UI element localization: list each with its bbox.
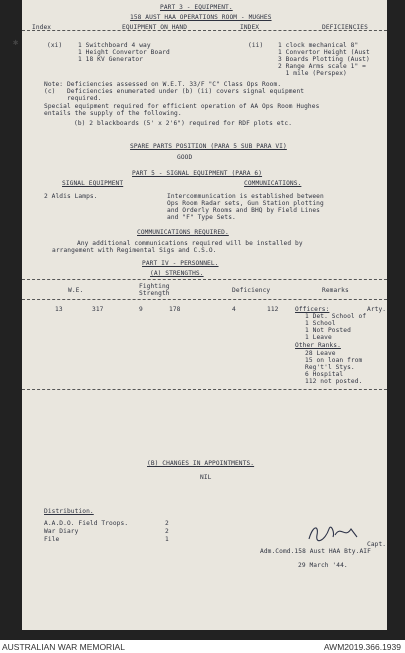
signature-rank: Capt. — [367, 541, 387, 548]
footer-accession: AWM2019.366.1939 — [323, 642, 401, 652]
col-index-2: INDEX — [240, 24, 260, 31]
distribution-name: War Diary — [44, 528, 79, 535]
deficiency-item: 1 clock mechanical 8" — [278, 42, 359, 49]
col-we: W.E. — [68, 287, 84, 294]
part4-title: PART IV - PERSONNEL. — [142, 260, 219, 267]
table-rule-bottom — [22, 389, 387, 390]
col-index: Index — [32, 24, 52, 31]
remarks-line: 1 Leave — [305, 334, 332, 341]
punch-hole-mark: ✱ — [13, 38, 19, 48]
comm-line: and Orderly Rooms and BHQ by Field Lines — [167, 207, 321, 214]
remarks-line: 1 Det. School of — [305, 313, 367, 320]
note-line: required. — [44, 95, 102, 102]
note-line: (b) 2 blackboards (5' x 2'6") required for RDF plots etc. — [74, 120, 293, 127]
spare-parts-title: SPARE PARTS POSITION (PARA 5 SUB PARA VI) — [130, 143, 287, 150]
header-rule — [22, 30, 387, 31]
deficiency-item: 1 Convertor Height (Aust — [278, 49, 370, 56]
signal-item: 2 Aldis Lamps. — [44, 193, 98, 200]
part5-title: PART 5 - SIGNAL EQUIPMENT (PARA 6) — [132, 170, 263, 177]
handwritten-signature — [305, 521, 365, 545]
table-cell: 4 — [232, 306, 236, 313]
note-line: entails the supply of the following. — [44, 110, 182, 117]
remarks-line: 1 Not Posted — [305, 327, 351, 334]
deficiency-item: 1 mile (Perspex) — [278, 70, 347, 77]
col-deficiency: Deficiency — [232, 287, 271, 294]
col-strength: Strength — [139, 290, 170, 297]
spare-parts-value: GOOD — [177, 154, 193, 161]
distribution-name: File — [44, 536, 60, 543]
note-line: Special equipment required for efficient operation of AA Ops Room Hughes — [44, 103, 320, 110]
part3-title: PART 3 - EQUIPMENT. — [160, 4, 233, 11]
comm-line: Intercommunication is established between — [167, 193, 324, 200]
distribution-count: 2 — [165, 528, 169, 535]
deficiency-item: 2 Range Arms scale 1" = — [278, 63, 366, 70]
signature-line: Adm.Comd.158 Aust HAA Bty.AIF — [260, 548, 371, 555]
table-cell: 178 — [169, 306, 181, 313]
footer-institution: AUSTRALIAN WAR MEMORIAL — [2, 642, 125, 652]
equipment-index-right: (ii) — [248, 42, 264, 49]
col-deficiencies: DEFICIENCIES — [322, 24, 368, 31]
changes-value: NIL — [200, 474, 212, 481]
remarks-line: 28 Leave — [305, 350, 336, 357]
comm-required-title: COMMUNICATIONS REQUIRED. — [137, 229, 229, 236]
table-cell: 9 — [139, 306, 143, 313]
table-rule-top — [22, 279, 387, 280]
remarks-line: 1 School — [305, 320, 336, 327]
remarks-line: 15 on loan from — [305, 357, 363, 364]
officers-label: Officers: — [295, 306, 330, 313]
col-remarks: Remarks — [322, 287, 349, 294]
col-equipment-on-hand: EQUIPMENT ON HAND — [122, 24, 188, 31]
table-cell: 13 — [55, 306, 63, 313]
note-line: (c) Deficiencies enumerated under (b) (ii) covers signal equipment — [44, 88, 305, 95]
table-rule-mid — [22, 299, 387, 300]
archive-footer — [0, 640, 405, 653]
distribution-count: 1 — [165, 536, 169, 543]
signature-date: 29 March '44. — [298, 562, 348, 569]
equipment-item: 1 Height Convertor Board — [78, 49, 170, 56]
communications-heading: COMMUNICATIONS. — [244, 180, 302, 187]
equipment-item: 1 Switchboard 4 way — [78, 42, 151, 49]
document-page — [22, 0, 387, 630]
distribution-name: A.A.D.O. Field Troops. — [44, 520, 129, 527]
other-ranks-label: Other Ranks. — [295, 342, 341, 349]
deficiency-item: 3 Boards Plotting (Aust) — [278, 56, 370, 63]
distribution-title: Distribution. — [44, 508, 94, 515]
distribution-count: 2 — [165, 520, 169, 527]
note-line: Note: Deficiencies assessed on W.E.T. 33/F "C" Class Ops Room. — [44, 81, 282, 88]
officers-suffix: Arty. — [367, 306, 387, 313]
remarks-line: Reg't'l Stys. — [305, 364, 355, 371]
table-cell: 317 — [92, 306, 104, 313]
signal-equipment-heading: SIGNAL EQUIPMENT — [62, 180, 124, 187]
equipment-index-left: (xi) — [47, 42, 63, 49]
comm-required-line: arrangement with Regimental Sigs and C.S.O. — [52, 247, 217, 254]
col-fighting: Fighting — [139, 283, 170, 290]
changes-title: (B) CHANGES IN APPOINTMENTS. — [147, 460, 255, 467]
ops-room-subtitle: 158 AUST HAA OPERATIONS ROOM - MUGHES — [130, 14, 272, 21]
remarks-line: 6 Hospital — [305, 371, 344, 378]
remarks-line: 112 not posted. — [305, 378, 363, 385]
table-cell: 112 — [267, 306, 279, 313]
comm-required-line: Any additional communications required will be installed by — [77, 240, 303, 247]
strengths-subtitle: (A) STRENGTHS. — [150, 270, 204, 277]
equipment-item: 1 18 KV Generator — [78, 56, 144, 63]
comm-line: and "F" Type Sets. — [167, 214, 236, 221]
comm-line: Ops Room Radar sets, Gun Station plotting — [167, 200, 324, 207]
